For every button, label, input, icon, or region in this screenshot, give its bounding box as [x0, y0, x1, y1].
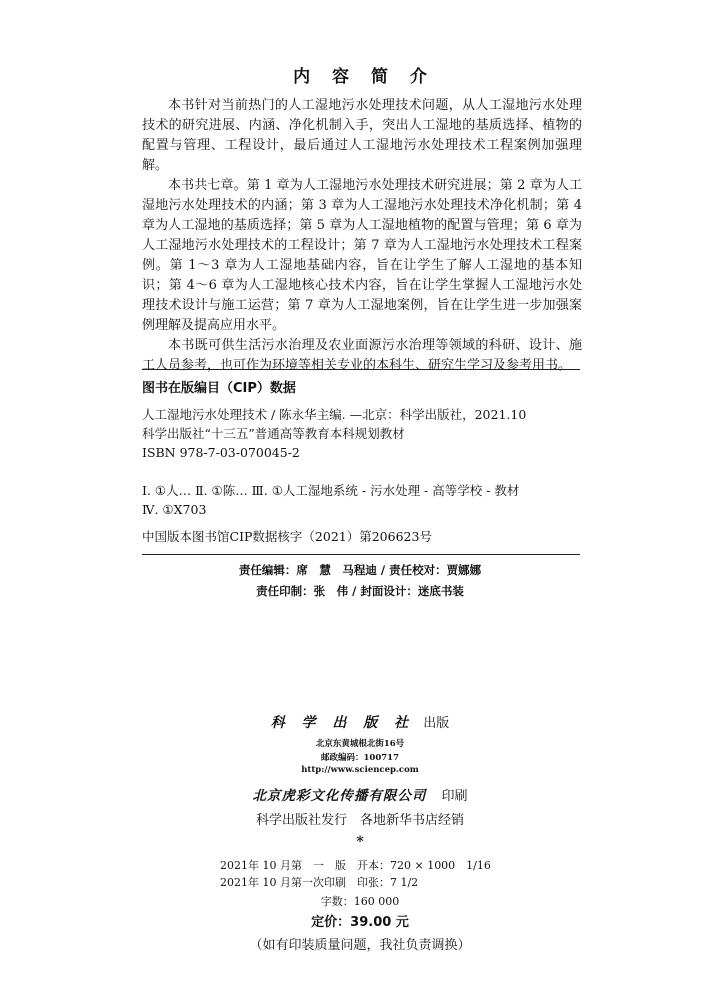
printer-name: 北京虎彩文化传播有限公司 [252, 788, 427, 804]
intro-paragraph: 本书既可供生活污水治理及农业面源污水治理等领域的科研、设计、施工人员参考，也可作为环境等相关专业的本科生、研究生学习及参考用书。 [142, 338, 582, 373]
quality-note: （如有印装质量问题，我社负责调换） [249, 938, 471, 953]
distribution: 科学出版社发行 各地新华书店经销 [255, 813, 464, 828]
printer-suffix: 印刷 [441, 789, 468, 804]
intro-paragraph: 本书共七章。第 1 章为人工湿地污水处理技术研究进展；第 2 章为人工湿地污水处理技术的内涵；第 3 章为人工湿地污水处理技术净化机制；第 4 章为人工湿地的基质选择；第 5 章为人工湿地植物的配置与管理；第 6 章为人工湿地污水处理技术的工程设计；第 7 章为人工湿地污水处理技术工程案例。第 1～3 章为人工湿地基础内容，旨在让学生了解人工湿地的基本知识；第 4～6 章为人工湿地核心技术内容，旨在让学生掌握人工湿地污水处理技术设计与施工运营；第 7 章为人工湿地案例，旨在让学生进一步加强案例理解及提高应用水平。 [142, 178, 582, 333]
separator-star: * [356, 834, 364, 850]
price: 定价：39.00 元 [311, 915, 409, 930]
publisher-website: http://www.sciencep.com [301, 765, 419, 775]
publisher-address: 北京东黄城根北街16号 [315, 739, 405, 749]
cip-line: 科学出版社“十三五”普通高等教育本科规划教材 [142, 426, 405, 441]
cip-bibliographic-info [142, 405, 582, 462]
cip-line: 人工湿地污水处理技术 / 陈永华主编. —北京：科学出版社，2021.10 [142, 407, 527, 422]
intro-text [142, 96, 582, 376]
edition-info [220, 857, 520, 891]
editor-credits: 责任编辑：席 慧 马程迪 / 责任校对：贾娜娜 [238, 563, 482, 577]
cip-line: ISBN 978-7-03-070045-2 [142, 445, 300, 460]
printer-block [0, 784, 720, 804]
publisher-name: 科 学 出 版 社 [270, 715, 415, 731]
publisher-suffix: 出版 [423, 716, 450, 731]
cip-line: 中国版本图书馆CIP数据核字（2021）第206623号 [142, 529, 432, 544]
cip-record-number [142, 527, 582, 546]
intro-title: 内 容 简 介 [293, 67, 435, 87]
cip-classification [142, 481, 582, 519]
publisher-block [0, 712, 720, 732]
divider [142, 554, 580, 555]
intro-paragraph: 本书针对当前热门的人工湿地污水处理技术问题，从人工湿地污水处理技术的研究进展、内涵、净化机制入手，突出人工湿地的基质选择、植物的配置与管理、工程设计，最后通过人工湿地污水处理技术工程案例加强理解。 [142, 98, 582, 173]
cip-title: 图书在版编目（CIP）数据 [142, 381, 296, 396]
cip-line: Ⅰ. ①人… Ⅱ. ①陈… Ⅲ. ①人工湿地系统 - 污水处理 - 高等学校 - 教材 [142, 483, 520, 498]
cip-line: Ⅳ. ①X703 [142, 502, 207, 517]
divider [142, 369, 580, 370]
word-count: 字数：160 000 [320, 895, 400, 908]
print-credits: 责任印制：张 伟 / 封面设计：迷底书装 [256, 584, 464, 598]
publisher-postcode: 邮政编码：100717 [321, 753, 399, 763]
edition-line: 2021年 10 月第 一 版 开本：720 × 1000 1/16 [220, 859, 491, 872]
printing-line: 2021年 10 月第一次印刷 印张：7 1/2 [220, 876, 419, 889]
